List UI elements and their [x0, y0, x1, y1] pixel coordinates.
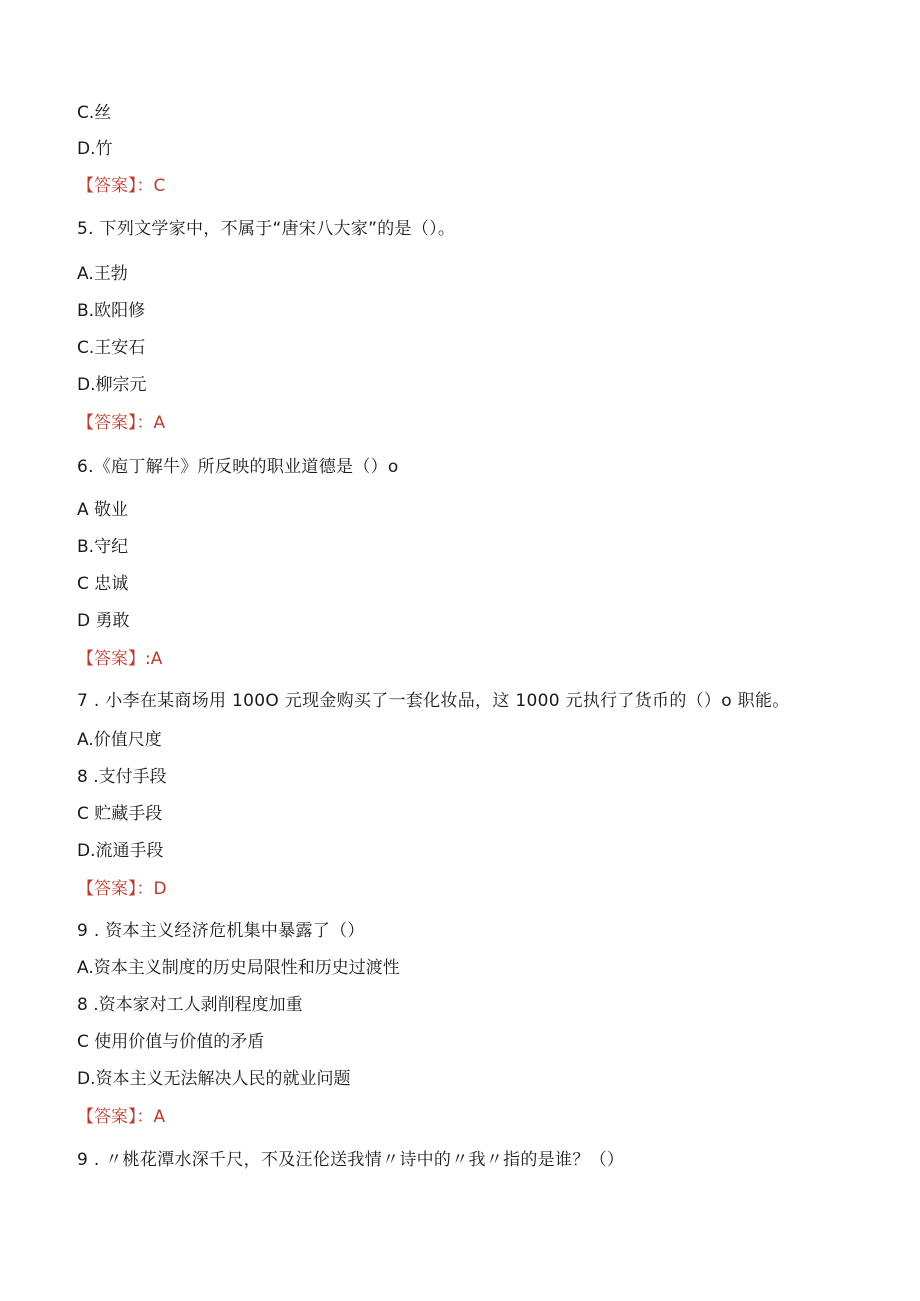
option-line: A.价值尺度: [77, 730, 162, 750]
question-line: 9 . 资本主义经济危机集中暴露了（）: [77, 921, 365, 941]
option-line: 8 .支付手段: [77, 767, 167, 787]
question-line: 6.《庖丁解牛》所反映的职业道德是（）o: [77, 457, 399, 477]
question-line: 7 . 小李在某商场用 100O 元现金购买了一套化妆品，这 1000 元执行了货币的（）o 职能。: [77, 691, 790, 711]
answer-line: 【答案】：A: [77, 1107, 166, 1127]
answer-line: 【答案】：A: [77, 413, 166, 433]
option-line: C.丝: [77, 103, 112, 123]
option-line: C.王安石: [77, 338, 146, 358]
option-line: C 忠诚: [77, 574, 129, 594]
option-line: B.欧阳修: [77, 301, 146, 321]
question-line: 5. 下列文学家中，不属于“唐宋八大家”的是（）。: [77, 219, 456, 239]
option-line: D.竹: [77, 139, 113, 159]
option-line: A.王勃: [77, 264, 128, 284]
question-line: 9 . 〃桃花潭水深千尺，不及汪伦送我情〃诗中的〃我〃指的是谁？（）: [77, 1150, 625, 1170]
option-line: C 贮藏手段: [77, 804, 163, 824]
option-line: D.流通手段: [77, 841, 164, 861]
option-line: A.资本主义制度的历史局限性和历史过渡性: [77, 958, 400, 978]
option-line: D.资本主义无法解决人民的就业问题: [77, 1069, 351, 1089]
option-line: D 勇敢: [77, 611, 130, 631]
option-line: C 使用价值与价值的矛盾: [77, 1032, 265, 1052]
option-line: B.守纪: [77, 537, 129, 557]
answer-line: 【答案】:A: [77, 649, 163, 669]
option-line: A 敬业: [77, 500, 129, 520]
answer-line: 【答案】：D: [77, 879, 167, 899]
option-line: 8 .资本家对工人剥削程度加重: [77, 995, 303, 1015]
answer-line: 【答案】：C: [77, 176, 166, 196]
option-line: D.柳宗元: [77, 375, 147, 395]
